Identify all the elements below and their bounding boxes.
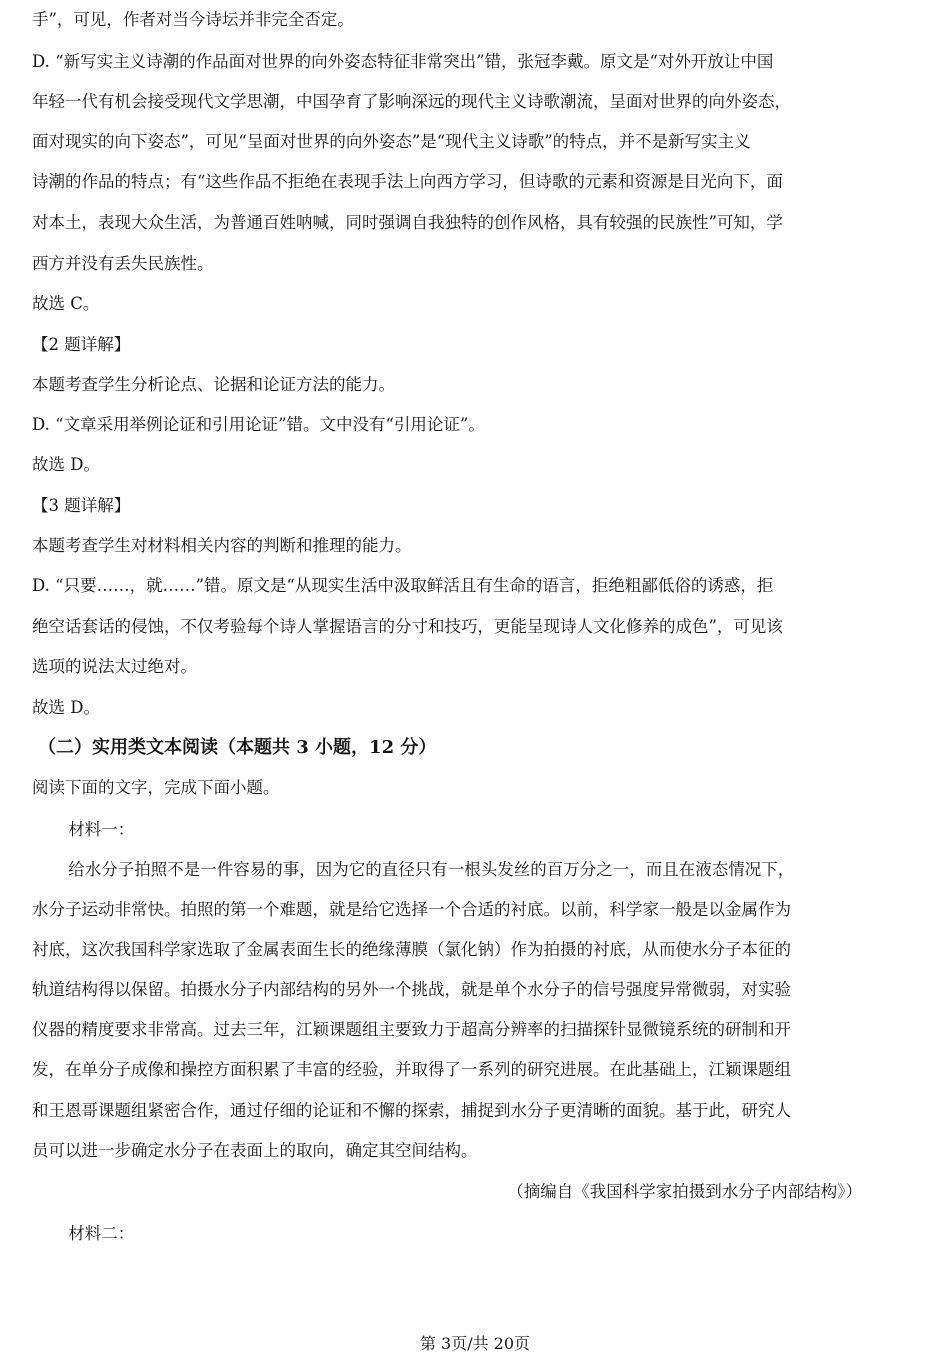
text-line: 绝空话套话的侵蚀，不仅考验每个诗人掌握语言的分寸和技巧，更能呈现诗人文化修养的成色”，可见该 xyxy=(32,617,783,636)
text-line: 西方并没有丢失民族性。 xyxy=(32,254,214,273)
text-line: 本题考查学生分析论点、论据和论证方法的能力。 xyxy=(32,375,395,394)
text-line: 本题考查学生对材料相关内容的判断和推理的能力。 xyxy=(32,536,412,555)
material-text-line: 轨道结构得以保留。拍摄水分子内部结构的另外一个挑战，就是单个水分子的信号强度异常微弱，对实验 xyxy=(32,980,791,999)
material-text-line: 仪器的精度要求非常高。过去三年，江颖课题组主要致力于超高分辨率的扫描探针显微镜系统的研制和开 xyxy=(32,1020,791,1039)
answer-heading-3: 【3 题详解】 xyxy=(32,496,131,515)
material-text-line: 水分子运动非常快。拍照的第一个难题，就是给它选择一个合适的衬底。以前，科学家一般是以金属作为 xyxy=(32,900,791,919)
page-footer: 第 3页/共 20页 xyxy=(419,1334,531,1353)
text-line: 年轻一代有机会接受现代文学思潮，中国孕育了影响深远的现代主义诗歌潮流，呈面对世界的向外姿态， xyxy=(32,92,791,111)
text-line: 故选 C。 xyxy=(32,294,100,313)
material-1-label: 材料一： xyxy=(68,820,135,839)
material-text-line: 发，在单分子成像和操控方面积累了丰富的经验，并取得了一系列的研究进展。在此基础上，江颖课题组 xyxy=(32,1060,791,1079)
answer-heading-2: 【2 题详解】 xyxy=(32,335,131,354)
material-text-line: 和王恩哥课题组紧密合作，通过仔细的论证和不懈的探索，捕捉到水分子更清晰的面貌。基于此，研究人 xyxy=(32,1101,791,1120)
section-title: （二）实用类文本阅读（本题共 3 小题，12 分） xyxy=(38,737,437,758)
material-1-source: （摘编自《我国科学家拍摄到水分子内部结构》） xyxy=(507,1182,862,1201)
text-line: 对本土，表现大众生活，为普通百姓呐喊，同时强调自我独特的创作风格，具有较强的民族性”可知，学 xyxy=(32,213,783,232)
material-2-label: 材料二： xyxy=(68,1224,135,1243)
instruction: 阅读下面的文字，完成下面小题。 xyxy=(32,778,280,797)
text-line: D. “文章采用举例论证和引用论证”错。文中没有“引用论证”。 xyxy=(32,415,485,434)
text-line: 手”，可见，作者对当今诗坛并非完全否定。 xyxy=(32,10,354,29)
text-line: D. “新写实主义诗潮的作品面对世界的向外姿态特征非常突出”错，张冠李戴。原文是“对外开放让中国 xyxy=(32,52,774,71)
text-line: 选项的说法太过绝对。 xyxy=(32,657,197,676)
material-text-line: 给水分子拍照不是一件容易的事，因为它的直径只有一根头发丝的百万分之一，而且在液态情况下， xyxy=(68,860,795,879)
text-line: 故选 D。 xyxy=(32,698,100,717)
material-text-line: 衬底，这次我国科学家选取了金属表面生长的绝缘薄膜（氯化钠）作为拍摄的衬底，从而使水分子本征的 xyxy=(32,940,791,959)
material-text-line: 员可以进一步确定水分子在表面上的取向，确定其空间结构。 xyxy=(32,1141,478,1160)
text-line: 诗潮的作品的特点；有“这些作品不拒绝在表现手法上向西方学习，但诗歌的元素和资源是目光向下，面 xyxy=(32,172,783,191)
text-line: D. “只要……，就……”错。原文是“从现实生活中汲取鲜活且有生命的语言，拒绝粗鄙低俗的诱惑，拒 xyxy=(32,576,774,595)
text-line: 面对现实的向下姿态”，可见“呈面对世界的向外姿态”是“现代主义诗歌”的特点，并不是新写实主义 xyxy=(32,132,751,151)
text-line: 故选 D。 xyxy=(32,455,100,474)
